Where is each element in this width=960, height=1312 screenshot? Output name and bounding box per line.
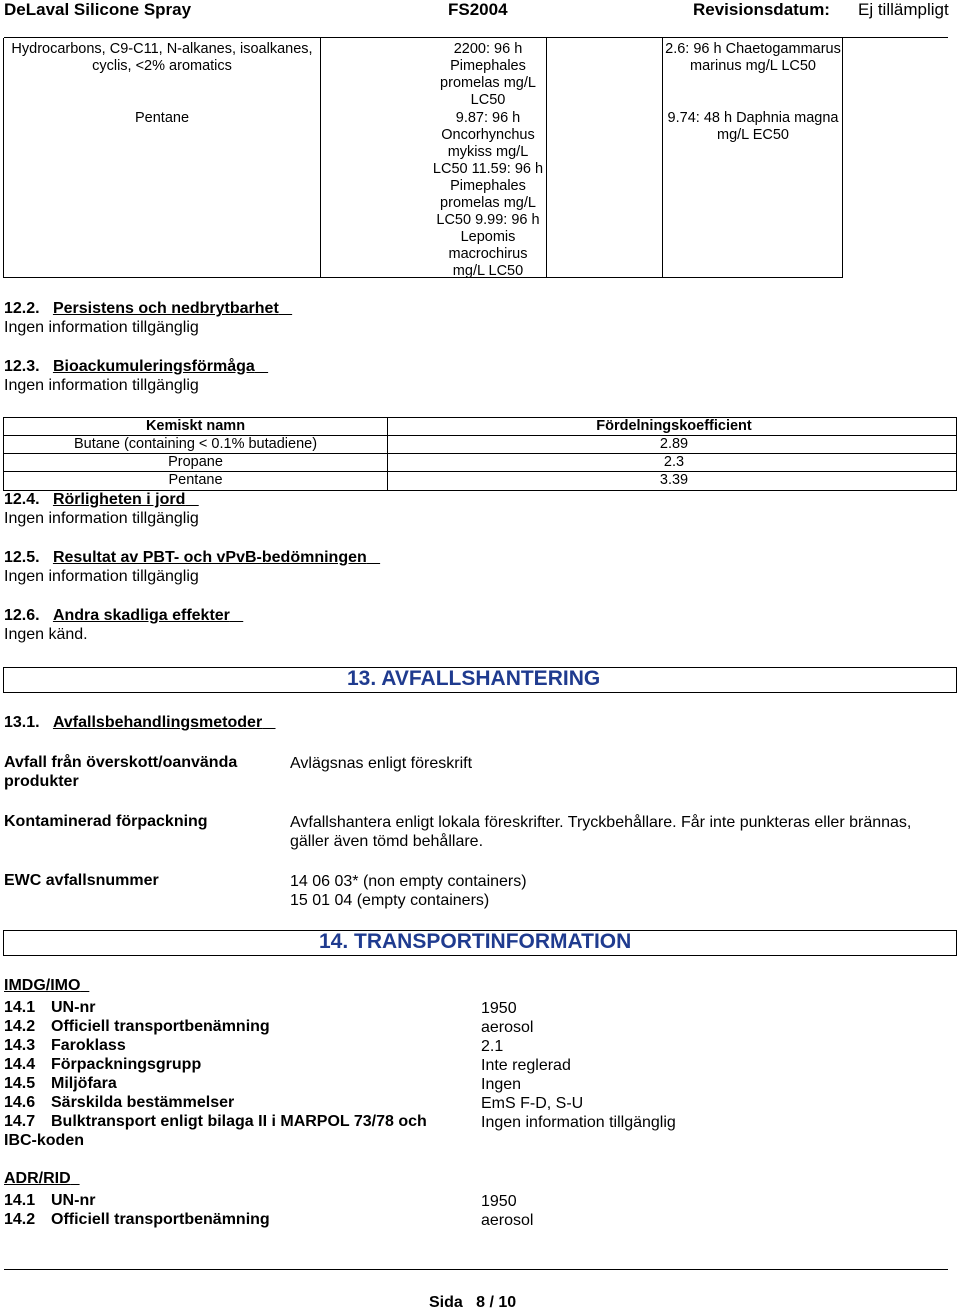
transport-row-number: 14.1 — [4, 999, 36, 1016]
table-header: Kemiskt namn — [145, 418, 246, 434]
revision-label: Revisionsdatum: — [693, 0, 830, 19]
transport-row-label: UN-nr — [51, 1192, 96, 1209]
transport-row-label: Officiell transportbenämning — [51, 1211, 270, 1228]
waste-label: Kontaminerad förpackning — [4, 813, 208, 830]
table-cell-fish: 9.87: 96 h Oncorhynchus mykiss mg/L LC50 11.59: 96 h Pimephales promelas mg/L LC50 9.99: 96 h Lepomis macrochirus mg/L LC50 — [432, 110, 544, 279]
waste-label: Avfall från överskott/oanvända produkter — [4, 754, 238, 790]
table-cell: Propane — [168, 454, 223, 470]
transport-row-number: 14.2 — [4, 1018, 36, 1035]
imdg-title: IMDG/IMO — [4, 977, 81, 994]
section-number: 12.5. — [4, 549, 40, 566]
transport-row-label: Bulktransport enligt bilaga II i MARPOL 73/78 och — [51, 1113, 427, 1130]
section-title: Resultat av PBT- och vPvB-bedömningen — [52, 549, 367, 566]
section-12-6-heading — [4, 607, 243, 625]
imdg-heading — [4, 977, 89, 995]
section-12-3-text: Ingen information tillgänglig — [4, 377, 199, 394]
transport-row-value: 1950 — [481, 1193, 517, 1210]
product-name: DeLaval Silicone Spray — [4, 0, 192, 19]
transport-row-value: Ingen — [481, 1076, 522, 1093]
section-title: Avfallsbehandlingsmetoder — [52, 714, 263, 731]
section-title: Rörligheten i jord — [52, 491, 186, 508]
ecotoxicity-table — [3, 38, 843, 278]
transport-row-value: Inte reglerad — [481, 1057, 571, 1074]
table-cell: Butane (containing < 0.1% butadiene) — [73, 436, 318, 452]
transport-row-number: 14.5 — [4, 1075, 36, 1092]
section-number: 12.3. — [4, 358, 40, 375]
table-cell: 2.89 — [659, 436, 689, 452]
transport-row-number: 14.1 — [4, 1192, 36, 1209]
transport-row-label: Miljöfara — [51, 1075, 117, 1092]
section-12-4-text: Ingen information tillgänglig — [4, 510, 199, 527]
waste-label: EWC avfallsnummer — [4, 872, 159, 889]
transport-row-label: Officiell transportbenämning — [51, 1018, 270, 1035]
waste-value: 14 06 03* (non empty containers) — [290, 873, 527, 890]
transport-row-value: Ingen information tillgänglig — [481, 1114, 676, 1131]
page-label: Sida — [429, 1294, 463, 1311]
product-code: FS2004 — [448, 0, 508, 19]
section-13-banner — [3, 667, 957, 693]
table-cell: 2.3 — [663, 454, 685, 470]
transport-row-label: UN-nr — [51, 999, 96, 1016]
transport-row-number: 14.7 — [4, 1113, 36, 1130]
transport-row-label: Faroklass — [51, 1037, 126, 1054]
transport-row-value: EmS F-D, S-U — [481, 1095, 584, 1112]
waste-value: 15 01 04 (empty containers) — [290, 892, 490, 909]
transport-row-value: aerosol — [481, 1019, 534, 1036]
transport-row-number: 14.6 — [4, 1094, 36, 1111]
section-14-title: 14. TRANSPORTINFORMATION — [319, 930, 632, 953]
section-12-3-heading — [4, 358, 268, 376]
adr-heading — [4, 1170, 80, 1188]
section-12-5-text: Ingen information tillgänglig — [4, 568, 199, 585]
section-title: Bioackumuleringsförmåga — [52, 358, 255, 375]
page-number: 8 / 10 — [476, 1294, 517, 1311]
transport-row-label: Särskilda bestämmelser — [51, 1094, 235, 1111]
transport-row-number: 14.4 — [4, 1056, 36, 1073]
table-cell: Pentane — [168, 472, 223, 488]
transport-row-value: aerosol — [481, 1212, 534, 1229]
table-cell-fish: 2200: 96 h Pimephales promelas mg/L LC50 — [440, 41, 536, 108]
waste-value: Avfallshantera enligt lokala föreskrifter. Tryckbehållare. Får inte punkteras eller brännas, gäller även tömd behållare. — [290, 814, 912, 850]
section-12-4-heading — [4, 491, 199, 509]
footer-divider — [4, 1269, 948, 1270]
section-number: 12.4. — [4, 491, 40, 508]
transport-row-value: 1950 — [481, 1000, 517, 1017]
section-number: 12.6. — [4, 607, 40, 624]
page-indicator — [429, 1294, 516, 1312]
transport-row-label: Förpackningsgrupp — [51, 1056, 202, 1073]
section-12-2-text: Ingen information tillgänglig — [4, 319, 199, 336]
transport-row-number: 14.3 — [4, 1037, 36, 1054]
section-13-1-heading — [4, 714, 276, 732]
table-divider — [320, 38, 321, 277]
section-13-title: 13. AVFALLSHANTERING — [347, 667, 601, 690]
adr-title: ADR/RID — [4, 1170, 71, 1187]
section-12-2-heading — [4, 300, 292, 318]
table-divider — [662, 38, 663, 277]
table-divider — [546, 38, 547, 277]
section-12-6-text: Ingen känd. — [4, 626, 88, 643]
table-cell: 3.39 — [659, 472, 689, 488]
section-14-banner — [3, 930, 957, 956]
partition-coefficient-table — [3, 417, 957, 491]
section-title: Andra skadliga effekter — [52, 607, 230, 624]
section-12-5-heading — [4, 549, 380, 567]
section-number: 13.1. — [4, 714, 40, 731]
table-divider — [387, 418, 388, 490]
transport-row-label-continued: IBC-koden — [4, 1132, 84, 1149]
revision-value: Ej tillämpligt — [858, 0, 949, 19]
section-title: Persistens och nedbrytbarhet — [52, 300, 279, 317]
table-cell-crustacea: 9.74: 48 h Daphnia magna mg/L EC50 — [667, 110, 839, 143]
section-number: 12.2. — [4, 300, 40, 317]
transport-row-value: 2.1 — [481, 1038, 504, 1055]
table-cell-chemical: Pentane — [134, 110, 190, 126]
transport-row-number: 14.2 — [4, 1211, 36, 1228]
table-cell-crustacea: 2.6: 96 h Chaetogammarus marinus mg/L LC50 — [665, 41, 841, 74]
table-cell-chemical: Hydrocarbons, C9-C11, N-alkanes, isoalkanes, cyclis, <2% aromatics — [11, 41, 313, 74]
waste-value: Avlägsnas enligt föreskrift — [290, 755, 473, 772]
table-header: Fördelningskoefficient — [596, 418, 752, 434]
